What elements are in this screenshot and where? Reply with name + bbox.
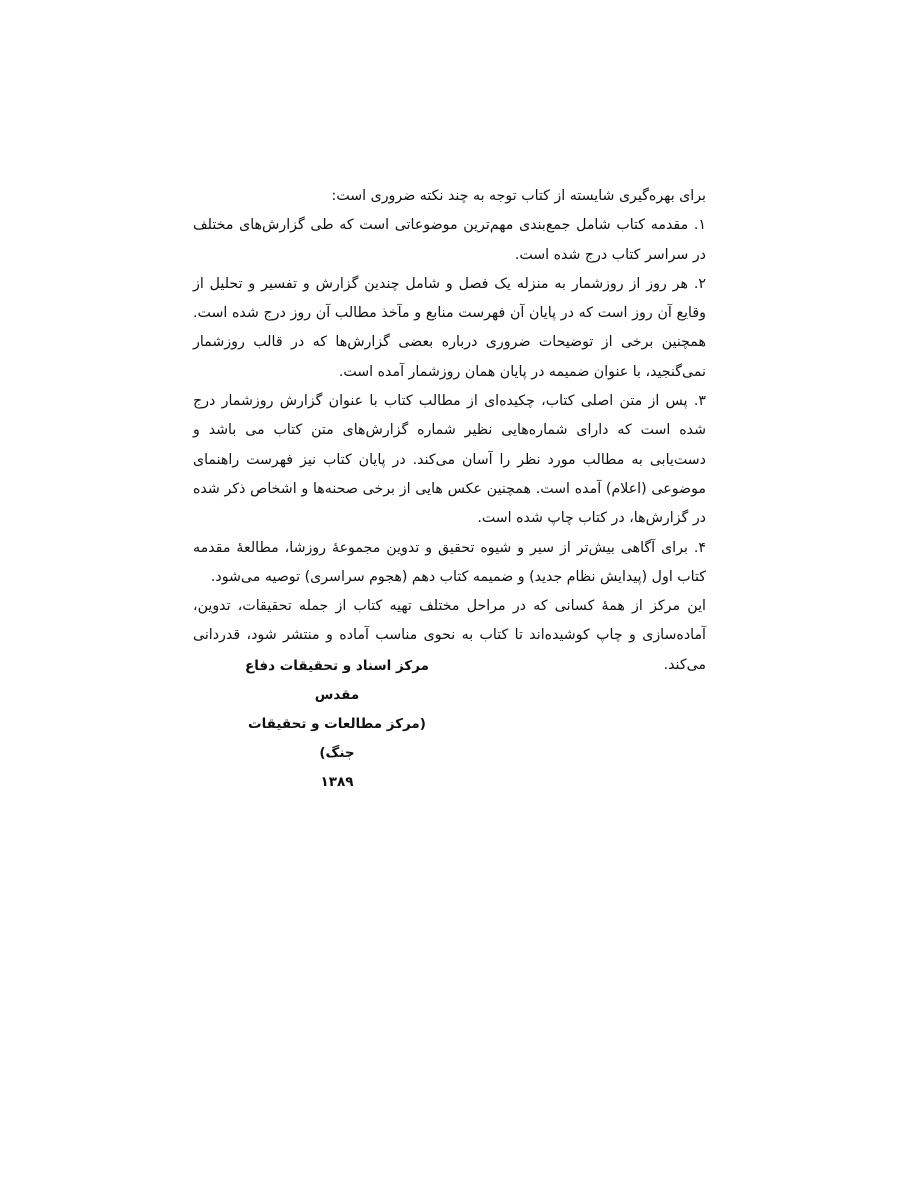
note-3-paragraph: ۳. پس از متن اصلی کتاب، چکیده‌ای از مطالب کتاب با عنوان گزارش روزشمار درج شده است که دارای شماره‌هایی نظیر شماره گزارش‌های متن کتاب می باشد و دست‌یابی به مطالب مورد نظر را آسان می‌کند. در پایان کتاب نیز فهرست راهنمای موضوعی (اعلام) آمده است. همچنین عکس هایی از برخی صحنه‌ها و اشخاص ذکر شده در گزارش‌ها، در کتاب چاپ شده است.: [193, 393, 706, 527]
acknowledgement-paragraph: این مرکز از همهٔ کسانی که در مراحل مختلف تهیه کتاب از جمله تحقیقات، تدوین، آماده‌سازی و چاپ کوشیده‌اند تا کتاب به نحوی مناسب آماده و منتشر شود، قدردانی می‌کند.: [193, 598, 706, 673]
note-2-paragraph: ۲. هر روز از روزشمار به منزله یک فصل و شامل چندین گزارش و تفسیر و تحلیل از وقایع آن روز است که در پایان آن فهرست منابع و مآخذ مطالب آن روز درج شده است. همچنین برخی از توضیحات ضروری درباره بعضی گزارش‌ها که در قالب روزشمار نمی‌گنجید، با عنوان ضمیمه در پایان همان روزشمار آمده است.: [193, 275, 706, 380]
intro-paragraph: برای بهره‌گیری شایسته از کتاب توجه به چند نکته ضروری است:: [331, 188, 706, 204]
signature-block: [230, 652, 444, 797]
note-1-paragraph: ۱. مقدمه کتاب شامل جمع‌بندی مهم‌ترین موضوعاتی است که طی گزارش‌های مختلف در سراسر کتاب درج شده است.: [193, 217, 706, 263]
signature-sub-organization: (مرکز مطالعات و تحقیقات جنگ): [248, 716, 426, 761]
note-4-paragraph: ۴. برای آگاهی بیش‌تر از سیر و شیوه تحقیق و تدوین مجموعهٔ روزشا، مطالعهٔ مقدمه کتاب اول (پیدایش نظام جدید) و ضمیمه کتاب دهم (هجوم سراسری) توصیه می‌شود.: [193, 539, 706, 585]
signature-year: ۱۳۸۹: [320, 774, 354, 790]
signature-organization: مرکز اسناد و تحقیقات دفاع مقدس: [244, 658, 430, 703]
document-body: [193, 182, 706, 680]
body-text: [193, 182, 706, 680]
